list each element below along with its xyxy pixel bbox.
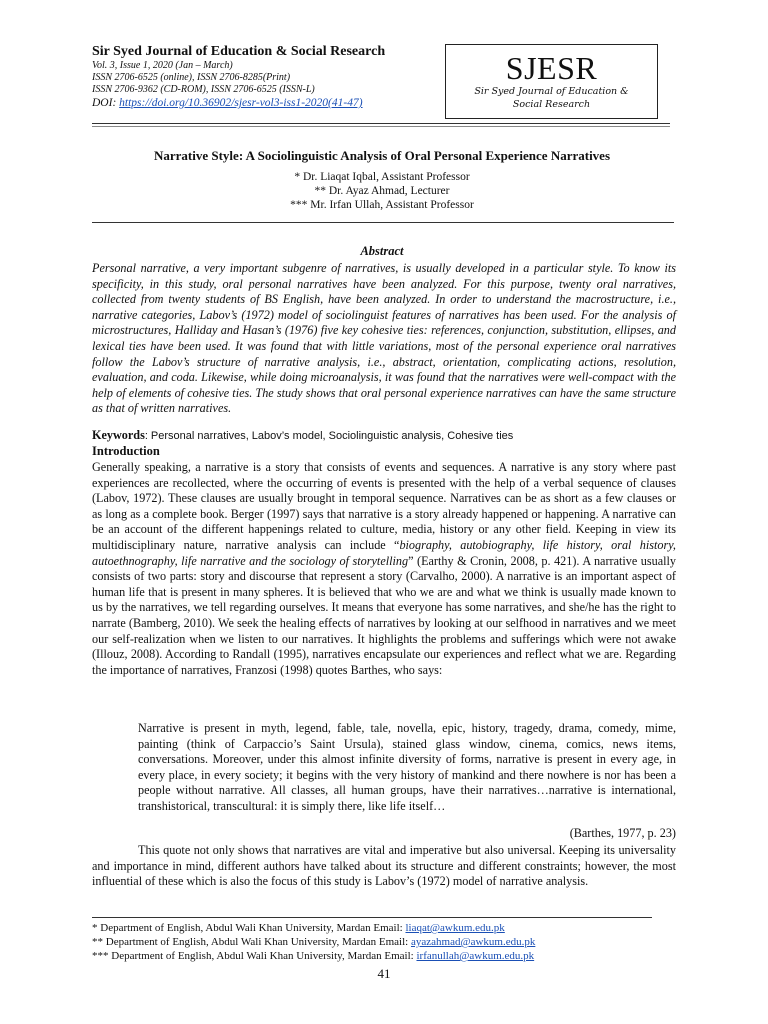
author-list <box>92 170 672 212</box>
journal-full-name-line-2: Social Research <box>512 99 591 110</box>
author-3: *** Mr. Irfan Ullah, Assistant Professor <box>290 199 474 211</box>
abstract-text: Personal narrative, a very important subgenre of narratives, is usually developed in a particular style. To know its specificity, in this study, oral personal narratives have been analyzed. For this purpose, twenty oral narratives, collected from twenty students of BS English, have been analyzed. In order to understand the macrostructure, i.e., narrative categories, Labov’s (1972) model of sociolinguist features of narratives has been used. For the analysis of microstructures, Halliday and Hasan’s (1976) five key cohesive ties: references, conjunction, substitution, ellipses, and lexical ties have been used. It was found that with little variations, most of the personal experience oral narratives follow the Labov’s structure of narrative analysis, i.e., abstract, orientation, complicating actions, resolution, evaluation, and coda. Likewise, while doing microanalysis, it was found that the narratives were well-compact with the help of elements of cohesive ties. The study shows that oral personal experience narratives can have the same structure as that of written narratives. <box>92 261 676 416</box>
quote-citation: (Barthes, 1977, p. 23) <box>569 826 676 840</box>
footnote-text: Department of English, Abdul Wali Khan University, Mardan Email: <box>111 950 417 962</box>
block-quote: Narrative is present in myth, legend, fable, tale, novella, epic, history, tragedy, drama, comedy, mime, painting (think of Carpaccio’s Saint Ursula), stained glass window, cinema, comics, news items, conversations. Moreover, under this almost infinite diversity of forms, narrative is present in every age, in every place, in every society; it begins with the very history of mankind and there nowhere is nor has been a people without narrative. All classes, all human groups, have their narratives…narrative is international, transhistorical, transcultural: it is simply there, like life itself… <box>138 721 676 813</box>
footnote-divider <box>92 917 652 918</box>
issn-line-2: ISSN 2706-9362 (CD-ROM), ISSN 2706-6525 (ISSN-L) <box>92 84 315 95</box>
footnote-mark: * <box>92 922 101 934</box>
footnote-email-link[interactable]: irfanullah@awkum.edu.pk <box>416 950 535 962</box>
journal-full-name-line-1: Sir Syed Journal of Education & <box>474 86 629 97</box>
author-1: * Dr. Liaqat Iqbal, Assistant Professor <box>294 171 470 183</box>
doi-line <box>92 96 442 110</box>
doi-link[interactable]: https://doi.org/10.36902/sjesr-vol3-iss1-2020(41-47) <box>119 97 363 109</box>
journal-header <box>92 44 442 110</box>
header-divider-secondary <box>92 126 670 127</box>
footnote-mark: *** <box>92 950 112 962</box>
footnote-text: Department of English, Abdul Wali Khan University, Mardan Email: <box>105 936 411 948</box>
volume-info: Vol. 3, Issue 1, 2020 (Jan – March) <box>92 60 233 71</box>
article-title: Narrative Style: A Sociolinguistic Analysis of Oral Personal Experience Narratives <box>153 148 611 163</box>
introduction-paragraph-2: This quote not only shows that narratives are vital and imperative but also universal. Keeping its universality and importance in mind, different authors have talked about its structure and different constraints; however, the most influential of these which is also the focus of this study is Labov’s (1972) model of narrative analysis. <box>92 843 676 889</box>
footnotes <box>92 921 676 963</box>
footnote-3 <box>92 949 676 963</box>
introduction-paragraph-1 <box>92 460 676 678</box>
abstract-heading: Abstract <box>360 244 404 258</box>
paragraph-1-part-a: Generally speaking, a narrative is a story that consists of events and sequences. A narrative is any story where past experiences are recollected, where the occurring of events is presented with the help of a verbal sequence of clauses (Labov, 1972). These clauses are usually brought in temporal sequence. Narratives can be as short as a few clauses or as long as a complete book. Berger (1997) says that narrative is a story already happened or happening. A narrative can be an account of the different happenings related to culture, media, history or any other field. Keeping in view its multidisciplinary nature, narrative analysis can include “ <box>92 460 676 552</box>
paragraph-1-part-b: ” (Earthy & Cronin, 2008, p. 421). A narrative usually consists of two parts: story and discourse that represent a story (Carvalho, 2000). A narrative is an important aspect of human life that is present in many spheres. It is believed that who we are and what we think is usually made known to us by the narratives, we tell regarding ourselves. It means that everyone has some narratives, and she/he has the right to narrate (Bamberg, 2010). We seek the healing effects of narratives by looking at our selfhood in narratives and we meet our self-realization when we listen to our narratives. It highlights the problems and sufferings which were not awake (Illouz, 2008). According to Randall (1995), narratives encapsulate our experiences and reflect what we are. Regarding the importance of narratives, Franzosi (1998) quotes Barthes, who says: <box>92 553 676 677</box>
keywords-line <box>92 428 676 444</box>
keywords-label: Keywords <box>92 428 145 442</box>
title-divider <box>92 222 674 223</box>
footnote-text: Department of English, Abdul Wali Khan University, Mardan Email: <box>100 922 406 934</box>
doi-label: DOI: <box>92 97 120 109</box>
page-number: 41 <box>377 966 391 981</box>
footnote-email-link[interactable]: liaqat@awkum.edu.pk <box>405 922 505 934</box>
journal-logo-box <box>445 44 658 119</box>
paragraph-1-italic-list: biography, autobiography, life history, oral history, autoethnography, life narrative and the sociology of storytelling <box>92 537 676 568</box>
keywords-list: : Personal narratives, Labov’s model, Sociolinguistic analysis, Cohesive ties <box>144 430 514 442</box>
issn-line-1: ISSN 2706-6525 (online), ISSN 2706-8285(Print) <box>92 72 291 83</box>
introduction-heading: Introduction <box>92 444 160 458</box>
footnote-1 <box>92 921 676 935</box>
footnote-2 <box>92 935 676 949</box>
journal-name: Sir Syed Journal of Education & Social Research <box>92 44 386 59</box>
author-2: ** Dr. Ayaz Ahmad, Lecturer <box>314 185 450 197</box>
journal-abbreviation: SJESR <box>505 50 598 86</box>
footnote-mark: ** <box>92 936 106 948</box>
footnote-email-link[interactable]: ayazahmad@awkum.edu.pk <box>410 936 536 948</box>
header-divider <box>92 123 670 124</box>
